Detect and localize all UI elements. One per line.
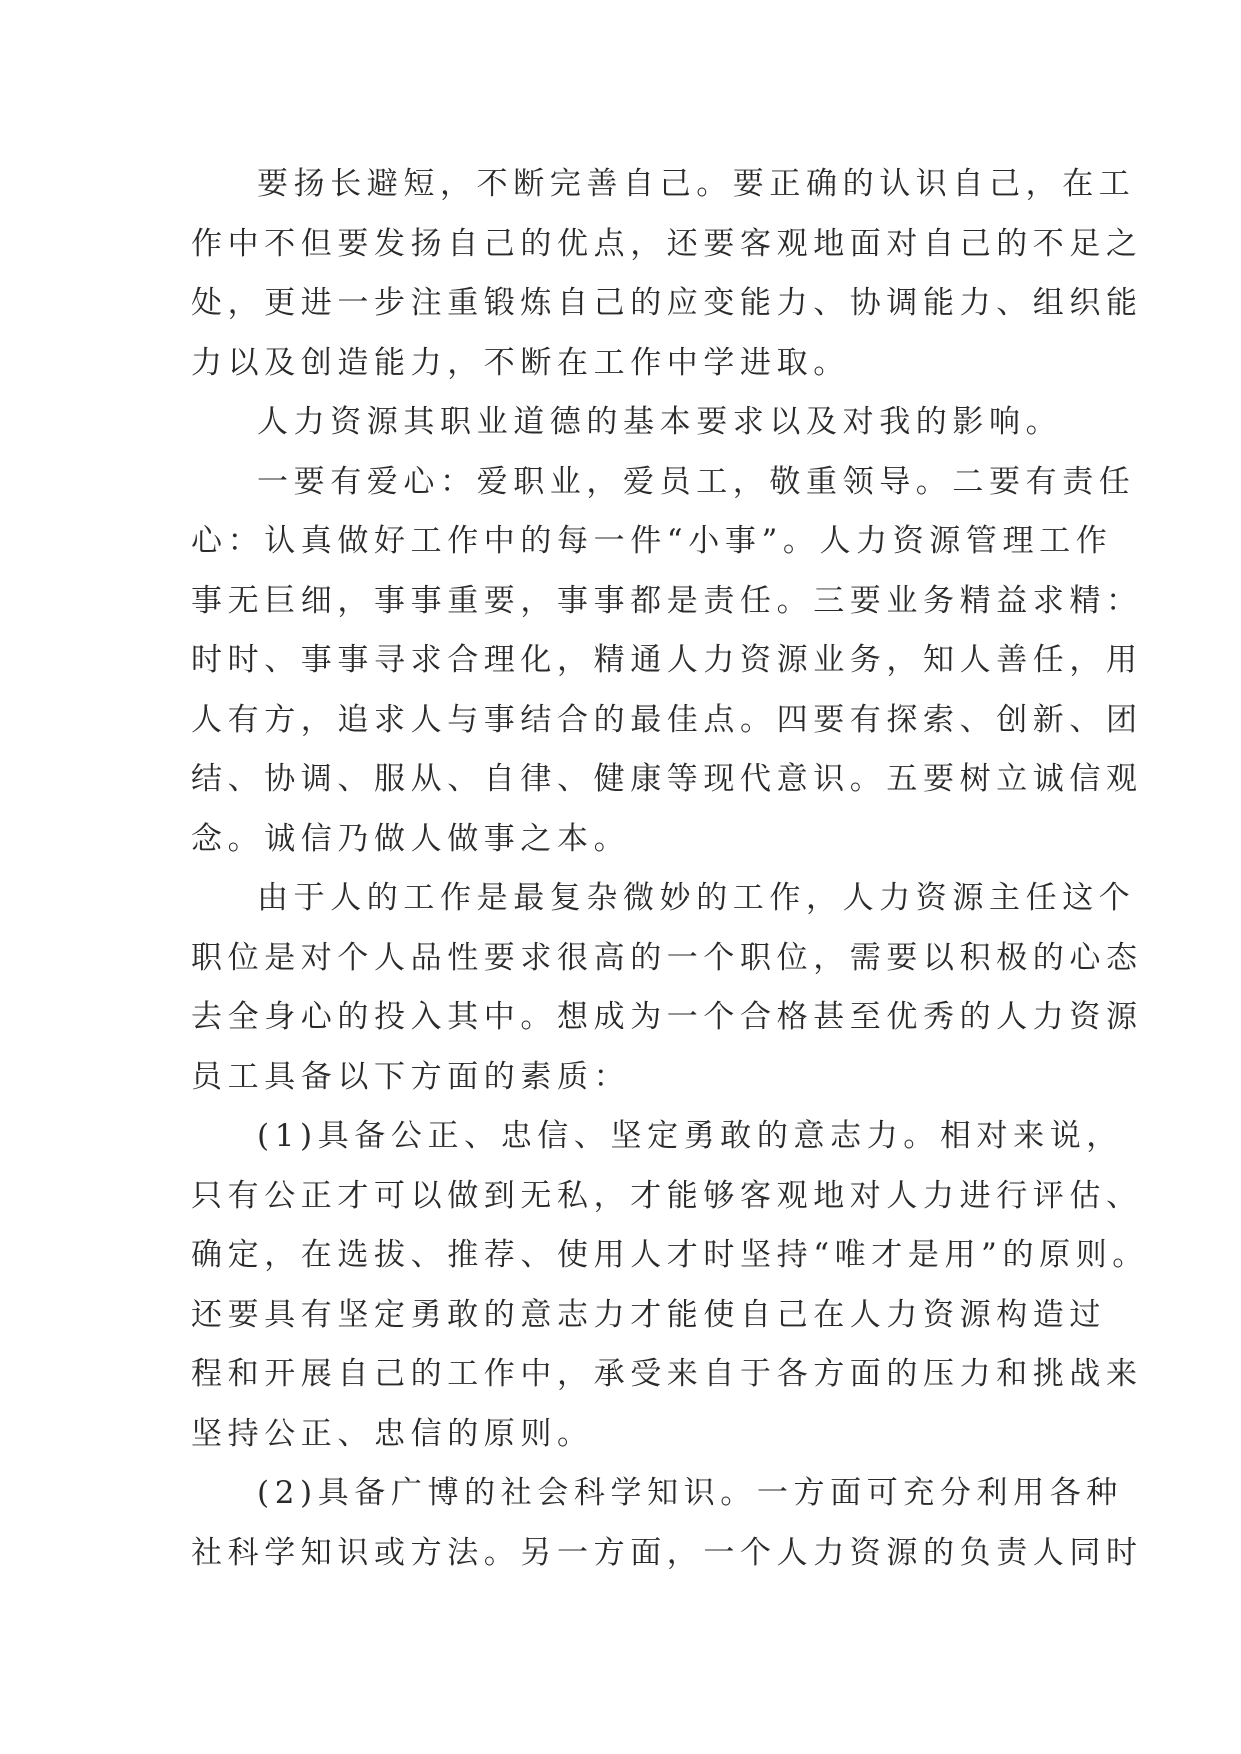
text-line: 由于人的工作是最复杂微妙的工作，人力资源主任这个 — [257, 880, 1136, 916]
text-line: 只有公正才可以做到无私，才能够客观地对人力进行评估、 — [191, 1177, 1143, 1214]
text-line: 心：认真做好工作中的每一件“小事”。人力资源管理工作 — [191, 523, 1113, 559]
text-line: 结、协调、服从、自律、健康等现代意识。五要树立诚信观 — [191, 761, 1143, 797]
text-line: 一要有爱心：爱职业，爱员工，敬重领导。二要有责任 — [257, 463, 1136, 500]
text-line: 确定，在选拔、推荐、使用人才时坚持“唯才是用”的原则。 — [191, 1237, 1149, 1273]
text-line: 处，更进一步注重锻炼自己的应变能力、协调能力、组织能 — [191, 285, 1143, 321]
text-line: (2)具备广博的社会科学知识。一方面可充分利用各种 — [257, 1475, 1123, 1511]
text-line: 职位是对个人品性要求很高的一个职位，需要以积极的心态 — [191, 939, 1143, 976]
text-line: 念。诚信乃做人做事之本。 — [191, 820, 631, 857]
text-line: 作中不但要发扬自己的优点，还要客观地面对自己的不足之 — [191, 225, 1143, 262]
text-line: 还要具有坚定勇敢的意志力才能使自己在人力资源构造过 — [191, 1296, 1106, 1333]
text-line: 事无巨细，事事重要，事事都是责任。三要业务精益求精： — [191, 582, 1143, 619]
text-line: (1)具备公正、忠信、坚定勇敢的意志力。相对来说， — [257, 1118, 1123, 1154]
text-line: 时时、事事寻求合理化，精通人力资源业务，知人善任，用 — [191, 642, 1143, 678]
text-line: 去全身心的投入其中。想成为一个合格甚至优秀的人力资源 — [191, 999, 1143, 1035]
text-line: 人有方，追求人与事结合的最佳点。四要有探索、创新、团 — [191, 701, 1143, 738]
text-line: 要扬长避短，不断完善自己。要正确的认识自己，在工 — [257, 166, 1136, 202]
text-line: 员工具备以下方面的素质： — [191, 1058, 631, 1095]
text-line: 人力资源其职业道德的基本要求以及对我的影响。 — [257, 404, 1063, 440]
text-line: 程和开展自己的工作中，承受来自于各方面的压力和挑战来 — [191, 1356, 1143, 1392]
text-line: 坚持公正、忠信的原则。 — [191, 1415, 594, 1452]
text-line: 社科学知识或方法。另一方面，一个人力资源的负责人同时 — [191, 1534, 1143, 1571]
document-body — [191, 155, 1149, 1583]
text-line: 力以及创造能力，不断在工作中学进取。 — [191, 344, 850, 381]
